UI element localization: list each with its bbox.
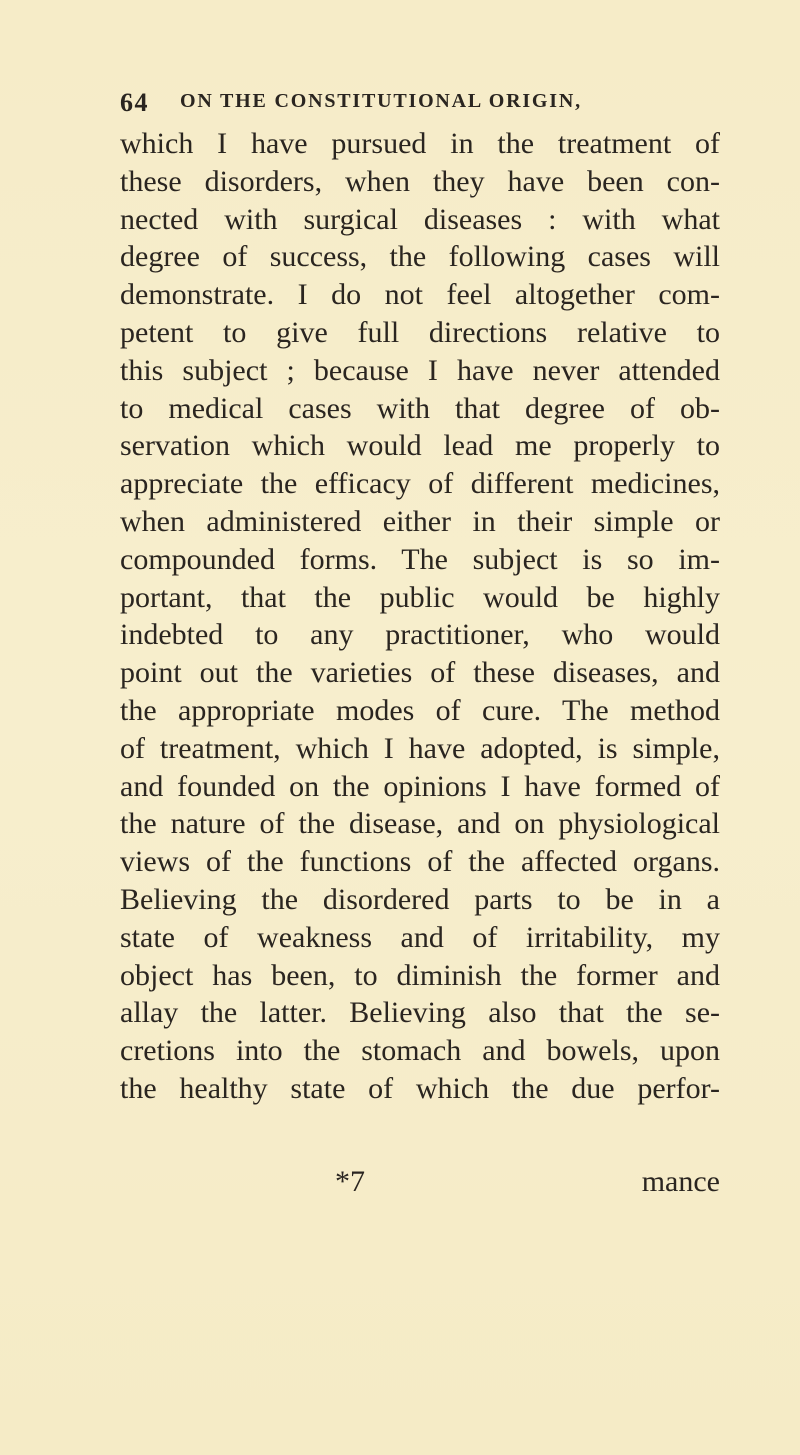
page-footer bbox=[120, 1163, 720, 1201]
body-paragraph bbox=[120, 125, 720, 1108]
running-title: ON THE CONSTITUTIONAL ORIGIN, bbox=[180, 90, 582, 112]
text-line: demonstrate. I do not feel altogether com- bbox=[120, 278, 720, 312]
text-line: state of weakness and of irritability, my bbox=[120, 920, 720, 954]
text-line: to medical cases with that degree of ob- bbox=[120, 391, 720, 425]
text-line: portant, that the public would be highly bbox=[120, 580, 720, 614]
text-line: indebted to any practitioner, who would bbox=[120, 618, 720, 652]
text-line: point out the varieties of these diseases, and bbox=[120, 656, 720, 690]
text-line: views of the functions of the affected organs. bbox=[120, 845, 720, 879]
text-line: cretions into the stomach and bowels, upon bbox=[120, 1034, 720, 1068]
signature-mark: *7 bbox=[335, 1165, 365, 1198]
text-line: servation which would lead me properly to bbox=[120, 429, 720, 463]
text-line: Believing the disordered parts to be in a bbox=[120, 882, 720, 916]
text-line: the appropriate modes of cure. The method bbox=[120, 693, 720, 727]
text-line: of treatment, which I have adopted, is simple, bbox=[120, 731, 720, 765]
catchword: mance bbox=[641, 1165, 720, 1198]
text-line: appreciate the efficacy of different medicines, bbox=[120, 467, 720, 501]
text-line: this subject ; because I have never attended bbox=[120, 353, 720, 387]
text-line: compounded forms. The subject is so im- bbox=[120, 542, 720, 576]
text-line: object has been, to diminish the former and bbox=[120, 958, 720, 992]
running-head bbox=[120, 88, 720, 118]
text-line: and founded on the opinions I have formed of bbox=[120, 769, 720, 803]
text-line: petent to give full directions relative to bbox=[120, 315, 720, 349]
text-line: these disorders, when they have been con- bbox=[120, 164, 720, 198]
text-line: degree of success, the following cases will bbox=[120, 240, 720, 274]
text-line: allay the latter. Believing also that the se- bbox=[120, 996, 720, 1030]
text-line: the healthy state of which the due perfor- bbox=[120, 1071, 720, 1105]
text-line: the nature of the disease, and on physiological bbox=[120, 807, 720, 841]
text-line: nected with surgical diseases : with what bbox=[120, 202, 720, 236]
text-line: when administered either in their simple or bbox=[120, 504, 720, 538]
text-line: which I have pursued in the treatment of bbox=[120, 127, 720, 160]
page-number: 64 bbox=[120, 88, 149, 117]
